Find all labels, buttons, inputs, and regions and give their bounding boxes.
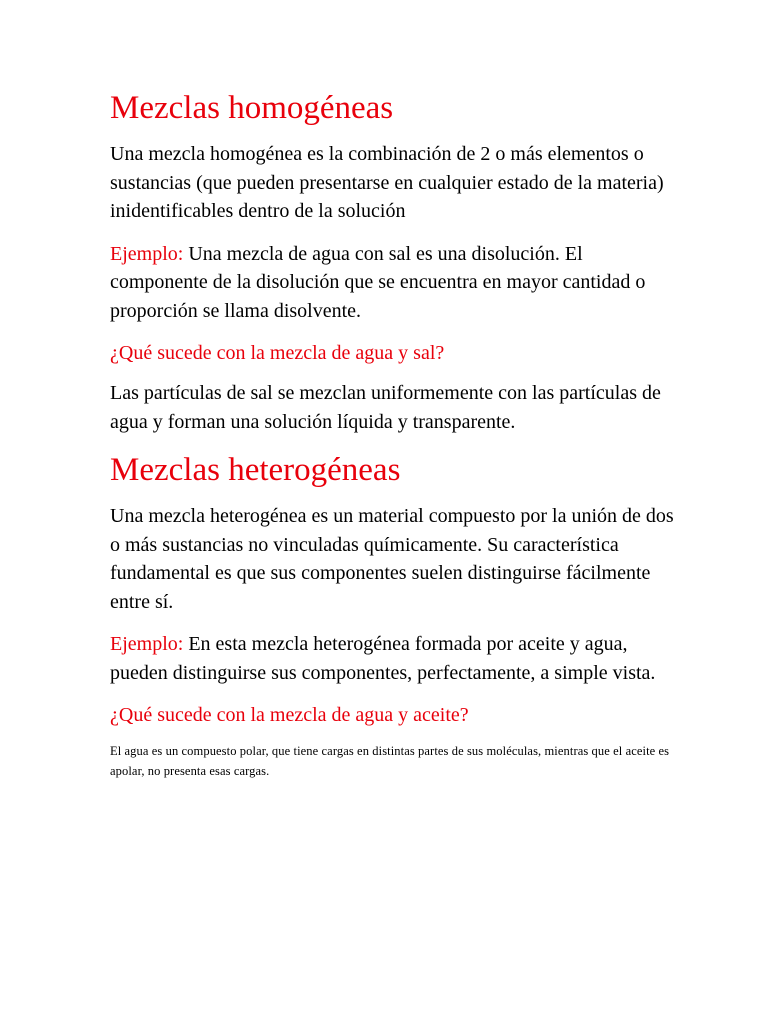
example-text: Una mezcla de agua con sal es una disolución. El componente de la disolución que se encuentra en mayor cantidad o proporción se llama disolvente. xyxy=(110,242,646,322)
section-heading-homogeneous: Mezclas homogéneas xyxy=(110,90,394,126)
example-label: Ejemplo: xyxy=(110,633,184,655)
section-heading-heterogeneous: Mezclas heterogéneas xyxy=(110,452,401,488)
example-label: Ejemplo: xyxy=(110,242,184,265)
example-text: En esta mezcla heterogénea formada por aceite y agua, pueden distinguirse sus componentes, perfectamente, a simple vista. xyxy=(110,633,656,684)
heterogeneous-question: ¿Qué sucede con la mezcla de agua y aceite? xyxy=(110,704,469,726)
homogeneous-example xyxy=(110,240,678,326)
homogeneous-definition: Una mezcla homogénea es la combinación de 2 o más elementos o sustancias (que pueden presentarse en cualquier estado de la materia) inidentificables dentro de la solución xyxy=(110,143,664,222)
heterogeneous-definition: Una mezcla heterogénea es un material compuesto por la unión de dos o más sustancias no vinculadas químicamente. Su característica fundamental es que sus componentes suelen distinguirse fácilmente entre sí. xyxy=(110,505,674,613)
heterogeneous-example xyxy=(110,630,678,687)
homogeneous-question: ¿Qué sucede con la mezcla de agua y sal? xyxy=(110,342,445,364)
homogeneous-answer: Las partículas de sal se mezclan uniformemente con las partículas de agua y forman una solución líquida y transparente. xyxy=(110,382,661,433)
heterogeneous-answer: El agua es un compuesto polar, que tiene cargas en distintas partes de sus moléculas, mientras que el aceite es apolar, no presenta esas cargas. xyxy=(110,744,670,778)
